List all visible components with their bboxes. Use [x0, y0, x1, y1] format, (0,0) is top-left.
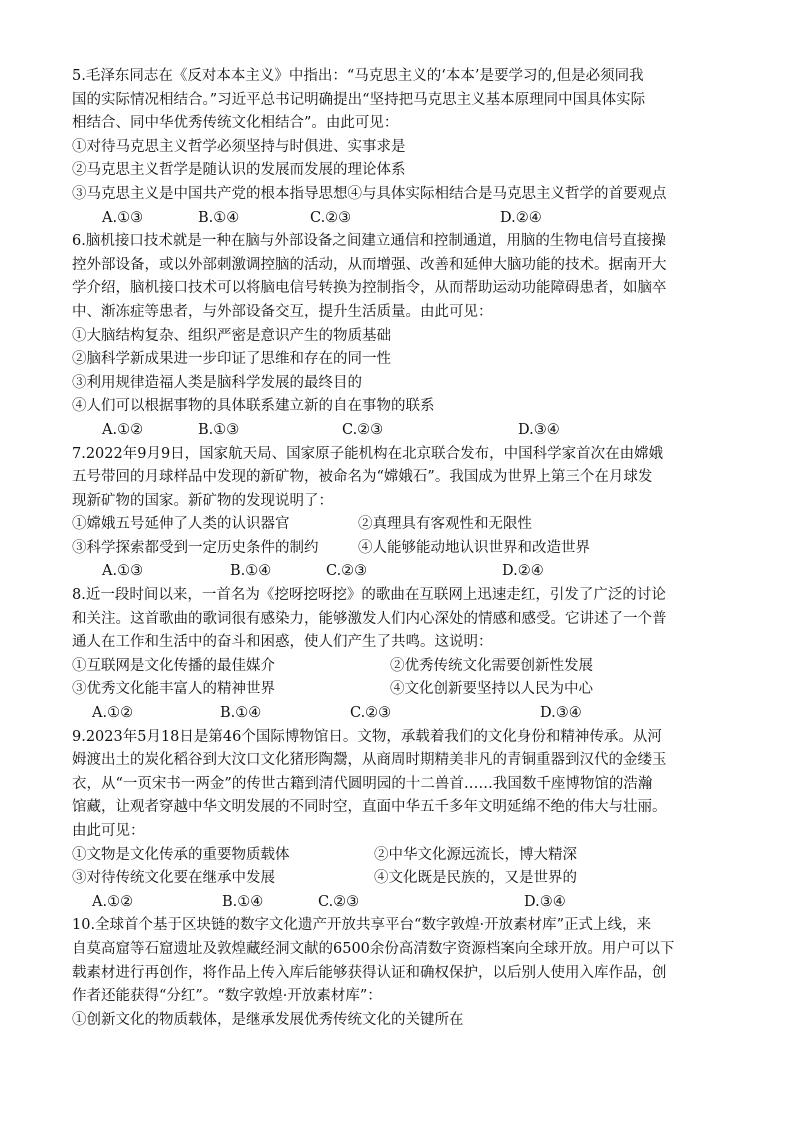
statement: ②真理具有客观性和无限性 — [358, 516, 532, 533]
statement: ③对待传统文化要在继承中发展 — [72, 870, 275, 887]
option-d[interactable]: D.③④ — [518, 421, 560, 438]
statement-row — [72, 867, 732, 891]
question-text: 现新矿物的国家。新矿物的发现说明了： — [72, 492, 333, 509]
option-c[interactable]: C.②③ — [342, 421, 384, 438]
answer-options — [72, 207, 732, 231]
statement: ①嫦娥五号延伸了人类的认识器官 — [72, 516, 290, 533]
question-text: 控外部设备，或以外部刺激调控脑的活动，从而增强、改善和延伸大脑功能的技术。据南开大 — [72, 256, 667, 273]
statement: ④文化创新要坚持以人民为中心 — [390, 681, 593, 698]
question-text: 6.脑机接口技术就是一种在脑与外部设备之间建立通信和控制通道，用脑的生物电信号直接操 — [72, 233, 666, 250]
option-b[interactable]: B.①④ — [220, 705, 262, 722]
option-a[interactable]: A.①② — [102, 421, 144, 438]
option-d[interactable]: D.②④ — [500, 209, 542, 226]
question-text: 五号带回的月球样品中发现的新矿物，被命名为“嫦娥石”。我国成为世界上第三个在月球发 — [72, 469, 653, 486]
question-10 — [72, 914, 732, 1032]
statement-row — [72, 655, 732, 679]
statement: ①创新文化的物质载体，是继承发展优秀传统文化的关键所在 — [72, 1011, 464, 1028]
statement: ③利用规律造福人类是脑科学发展的最终目的 — [72, 374, 362, 391]
question-text: 学介绍，脑机接口技术可以将脑电信号转换为控制指令，从而帮助运动功能障碍患者，如脑卒 — [72, 280, 667, 297]
statement-row — [72, 513, 732, 537]
answer-options — [72, 419, 732, 443]
question-text: 衣，从“一页宋书一两金”的传世古籍到清代圆明园的十二兽首……我国数千座博物馆的浩瀚 — [72, 775, 653, 792]
option-d[interactable]: D.③④ — [524, 893, 566, 910]
statement: ②优秀传统文化需要创新性发展 — [390, 657, 593, 674]
question-text: 自莫高窟等石窟遗址及敦煌藏经洞文献的6500余份高清数字资源档案向全球开放。用户可以下 — [72, 940, 675, 957]
statement: ④文化既是民族的，又是世界的 — [374, 870, 577, 887]
option-d[interactable]: D.②④ — [502, 563, 544, 580]
question-text: 7.2022年9月9日，国家航天局、国家原子能机构在北京联合发布，中国科学家首次在由嫦娥 — [72, 445, 664, 462]
option-b[interactable]: B.①④ — [222, 893, 264, 910]
option-c[interactable]: C.②③ — [310, 209, 352, 226]
question-9 — [72, 726, 732, 915]
statement: ②脑科学新成果进一步印证了思维和存在的同一性 — [72, 351, 391, 368]
question-6 — [72, 230, 732, 442]
question-text: 馆藏，让观者穿越中华文明发展的不同时空，直面中华五千多年文明延绵不绝的伟大与壮丽。 — [72, 799, 667, 816]
answer-options — [72, 702, 732, 726]
statement: ③马克思主义是中国共产党的根本指导思想④与具体实际相结合是马克思主义哲学的首要观点 — [72, 185, 667, 202]
question-text: 载素材进行再创作，将作品上传入库后能够获得认证和确权保护，以后别人使用入库作品，创 — [72, 964, 667, 981]
question-text: 中、渐冻症等患者，与外部设备交互，提升生活质量。由此可见： — [72, 303, 493, 320]
question-text: 9.2023年5月18日是第46个国际博物馆日。文物，承载着我们的文化身份和精神传承。从河 — [72, 728, 662, 745]
statement: ①文物是文化传承的重要物质载体 — [72, 846, 290, 863]
question-text: 作者还能获得“分红”。“数字敦煌·开放素材库”： — [72, 988, 382, 1005]
option-d[interactable]: D.③④ — [540, 705, 582, 722]
question-text: 通人在工作和生活中的奋斗和困惑，使人们产生了共鸣。这说明： — [72, 634, 493, 651]
statement: ②马克思主义哲学是随认识的发展而发展的理论体系 — [72, 162, 406, 179]
statement-row — [72, 844, 732, 868]
statement: ①对待马克思主义哲学必须坚持与时俱进、实事求是 — [72, 138, 406, 155]
statement: ④人能够能动地认识世界和改造世界 — [358, 539, 590, 556]
question-text: 8.近一段时间以来，一首名为《挖呀挖呀挖》的歌曲在互联网上迅速走红，引发了广泛的讨论 — [72, 587, 666, 604]
option-a[interactable]: A.①② — [92, 893, 134, 910]
statement: ①互联网是文化传播的最佳媒介 — [72, 657, 275, 674]
question-8 — [72, 584, 732, 726]
statement-row — [72, 678, 732, 702]
answer-options — [72, 891, 732, 915]
question-text: 和关注。这首歌曲的歌词很有感染力，能够激发人们内心深处的情感和感受。它讲述了一个普 — [72, 610, 667, 627]
question-text: 由此可见： — [72, 823, 145, 839]
question-7 — [72, 443, 732, 585]
option-a[interactable]: A.①② — [92, 705, 134, 722]
statement-row — [72, 537, 732, 561]
question-text: 10.全球首个基于区块链的数字文化遗产开放共享平台“数字敦煌·开放素材库”正式上线，来 — [72, 917, 651, 934]
statement: ③科学探索都受到一定历史条件的制约 — [72, 539, 319, 556]
exam-page — [72, 65, 732, 1032]
statement: ④人们可以根据事物的具体联系建立新的自在事物的联系 — [72, 398, 435, 415]
statement: ②中华文化源远流长，博大精深 — [374, 846, 577, 863]
option-a[interactable]: A.①③ — [102, 209, 144, 226]
option-a[interactable]: A.①③ — [102, 563, 144, 580]
option-b[interactable]: B.①④ — [230, 563, 272, 580]
question-text: 5.毛泽东同志在《反对本本主义》中指出：“马克思主义的‘本本’是要学习的,但是必须同我 — [72, 68, 644, 84]
statement: ①大脑结构复杂、组织严密是意识产生的物质基础 — [72, 327, 391, 344]
option-b[interactable]: B.①③ — [198, 421, 240, 438]
question-text: 国的实际情况相结合。”习近平总书记明确提出“坚持把马克思主义基本原理同中国具体实际 — [72, 91, 646, 108]
statement: ③优秀文化能丰富人的精神世界 — [72, 681, 275, 698]
answer-options — [72, 560, 732, 584]
option-c[interactable]: C.②③ — [350, 705, 392, 722]
option-c[interactable]: C.②③ — [318, 893, 360, 910]
question-5 — [72, 65, 732, 230]
question-text: 姆渡出土的炭化稻谷到大汶口文化猪形陶鬶，从商周时期精美非凡的青铜重器到汉代的金缕玉 — [72, 752, 667, 769]
option-c[interactable]: C.②③ — [326, 563, 368, 580]
question-text: 相结合、同中华优秀传统文化相结合”。由此可见： — [72, 115, 399, 132]
option-b[interactable]: B.①④ — [198, 209, 240, 226]
